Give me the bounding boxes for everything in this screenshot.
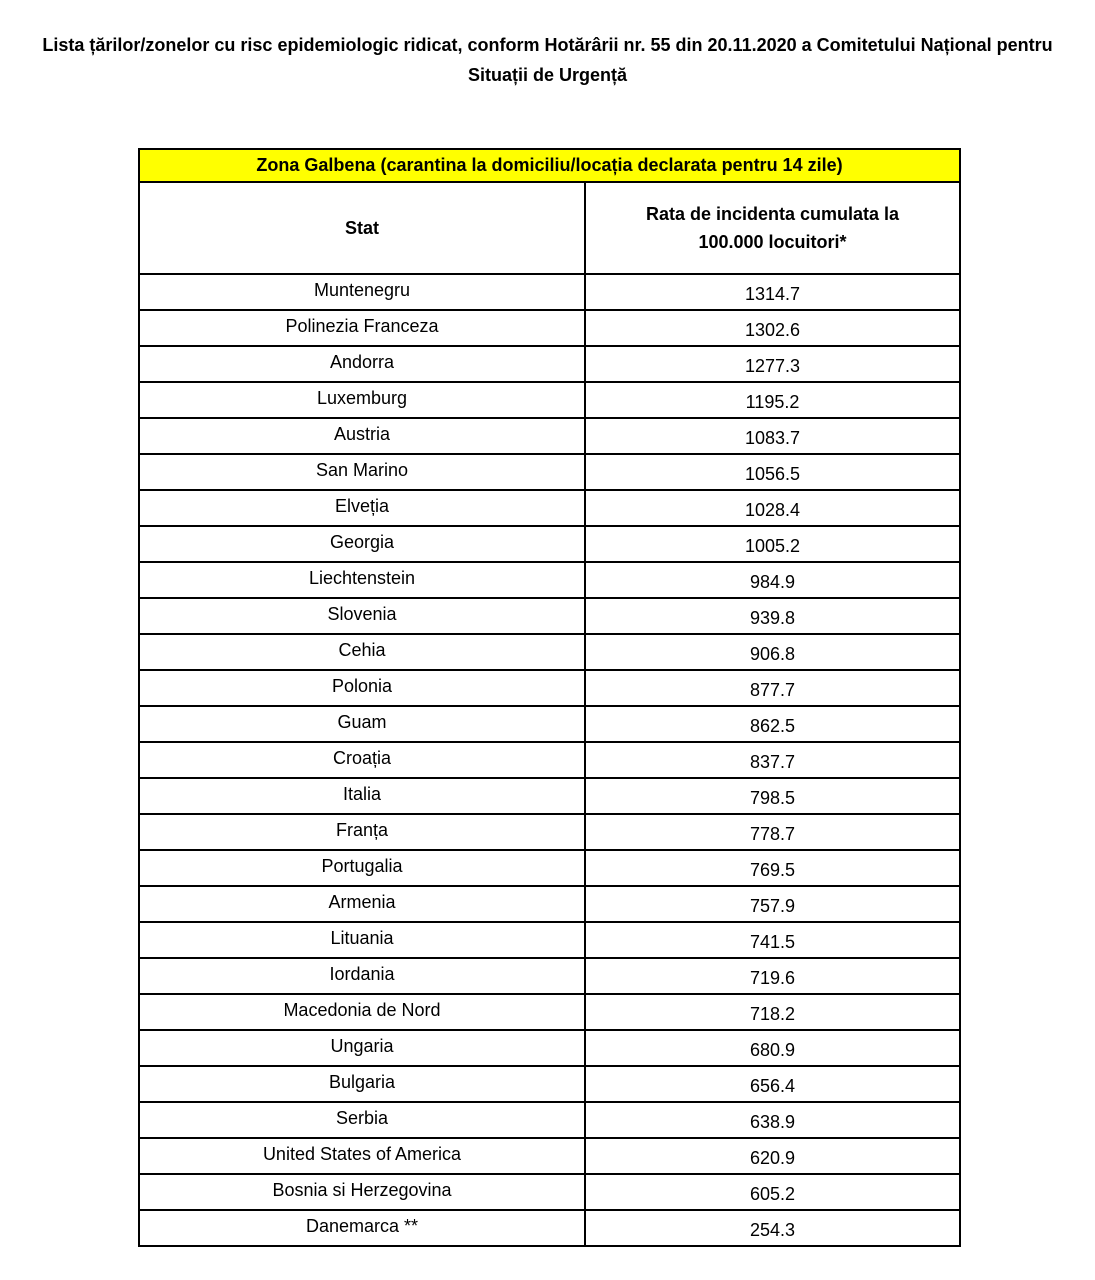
rate-cell: 254.3 (585, 1210, 960, 1246)
country-cell: Croația (139, 742, 585, 778)
table-row (139, 490, 960, 526)
table-row (139, 922, 960, 958)
rate-cell: 656.4 (585, 1066, 960, 1102)
zone-header-row (139, 149, 960, 182)
table-body (139, 274, 960, 1246)
country-cell: Franța (139, 814, 585, 850)
country-cell: Elveția (139, 490, 585, 526)
yellow-zone-table-container (138, 148, 959, 1247)
rate-cell: 620.9 (585, 1138, 960, 1174)
rate-cell: 718.2 (585, 994, 960, 1030)
rate-cell: 1028.4 (585, 490, 960, 526)
table-row (139, 850, 960, 886)
country-cell: Georgia (139, 526, 585, 562)
country-cell: Ungaria (139, 1030, 585, 1066)
country-cell: Macedonia de Nord (139, 994, 585, 1030)
country-cell: Serbia (139, 1102, 585, 1138)
rate-cell: 680.9 (585, 1030, 960, 1066)
country-cell: Luxemburg (139, 382, 585, 418)
table-row (139, 418, 960, 454)
table-row (139, 454, 960, 490)
table-row (139, 1174, 960, 1210)
rate-cell: 1302.6 (585, 310, 960, 346)
table-row (139, 382, 960, 418)
country-cell: Cehia (139, 634, 585, 670)
country-cell: Bosnia si Herzegovina (139, 1174, 585, 1210)
table-row (139, 958, 960, 994)
country-cell: Austria (139, 418, 585, 454)
table-row (139, 1138, 960, 1174)
column-header-rate (585, 182, 960, 274)
country-cell: Portugalia (139, 850, 585, 886)
zone-header: Zona Galbena (carantina la domiciliu/locația declarata pentru 14 zile) (139, 149, 960, 182)
country-cell: Polonia (139, 670, 585, 706)
table-row (139, 1030, 960, 1066)
rate-cell: 741.5 (585, 922, 960, 958)
rate-cell: 605.2 (585, 1174, 960, 1210)
country-cell: Slovenia (139, 598, 585, 634)
column-header-row (139, 182, 960, 274)
rate-cell: 837.7 (585, 742, 960, 778)
country-cell: Bulgaria (139, 1066, 585, 1102)
table-row (139, 634, 960, 670)
rate-cell: 1005.2 (585, 526, 960, 562)
column-header-country: Stat (139, 182, 585, 274)
rate-cell: 1056.5 (585, 454, 960, 490)
table-row (139, 346, 960, 382)
table-row (139, 562, 960, 598)
country-cell: Liechtenstein (139, 562, 585, 598)
country-cell: San Marino (139, 454, 585, 490)
table-row (139, 886, 960, 922)
table-row (139, 994, 960, 1030)
table-row (139, 670, 960, 706)
rate-cell: 877.7 (585, 670, 960, 706)
rate-cell: 1277.3 (585, 346, 960, 382)
country-cell: Polinezia Franceza (139, 310, 585, 346)
country-cell: Lituania (139, 922, 585, 958)
country-cell: Muntenegru (139, 274, 585, 310)
country-cell: Iordania (139, 958, 585, 994)
rate-cell: 939.8 (585, 598, 960, 634)
country-cell: Italia (139, 778, 585, 814)
rate-cell: 778.7 (585, 814, 960, 850)
country-cell: Danemarca ** (139, 1210, 585, 1246)
rate-cell: 862.5 (585, 706, 960, 742)
country-cell: Guam (139, 706, 585, 742)
country-cell: Andorra (139, 346, 585, 382)
rate-cell: 769.5 (585, 850, 960, 886)
country-cell: United States of America (139, 1138, 585, 1174)
table-row (139, 598, 960, 634)
table-row (139, 706, 960, 742)
rate-cell: 1314.7 (585, 274, 960, 310)
rate-cell: 1195.2 (585, 382, 960, 418)
table-row (139, 742, 960, 778)
column-header-rate-label: Rata de incidenta cumulata la 100.000 locuitori* (645, 204, 900, 252)
country-cell: Armenia (139, 886, 585, 922)
yellow-zone-table (138, 148, 961, 1247)
rate-cell: 638.9 (585, 1102, 960, 1138)
rate-cell: 984.9 (585, 562, 960, 598)
table-row (139, 814, 960, 850)
document-title: Lista țărilor/zonelor cu risc epidemiologic ridicat, conform Hotărârii nr. 55 din 20.11.2020 a Comitetului Național pentru Situații de Urgență (42, 35, 1053, 85)
table-row (139, 1102, 960, 1138)
rate-cell: 757.9 (585, 886, 960, 922)
rate-cell: 719.6 (585, 958, 960, 994)
table-row (139, 1066, 960, 1102)
table-row (139, 1210, 960, 1246)
table-row (139, 274, 960, 310)
table-row (139, 778, 960, 814)
rate-cell: 906.8 (585, 634, 960, 670)
rate-cell: 798.5 (585, 778, 960, 814)
table-row (139, 526, 960, 562)
rate-cell: 1083.7 (585, 418, 960, 454)
table-row (139, 310, 960, 346)
